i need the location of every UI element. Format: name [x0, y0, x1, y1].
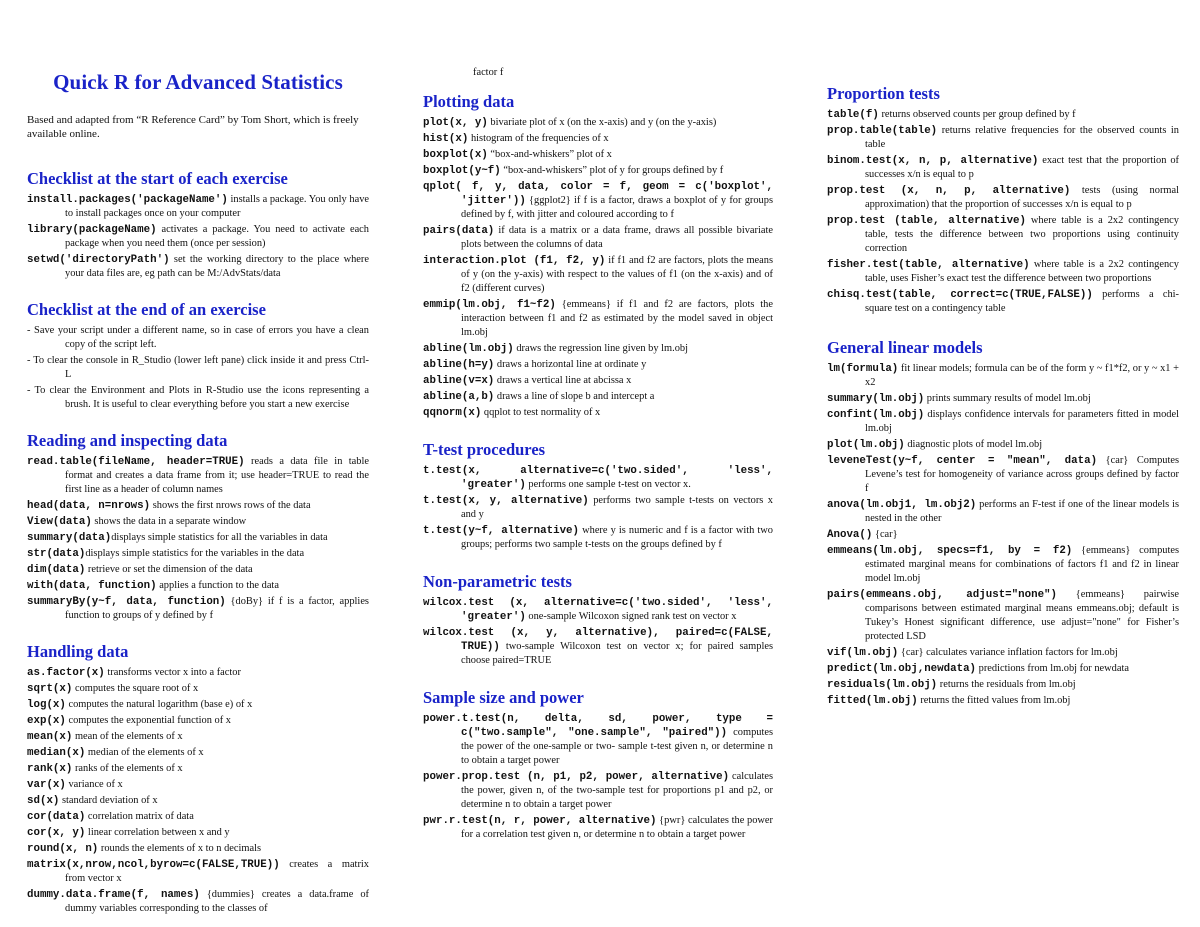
- continuation-text: factor f: [473, 67, 504, 78]
- entry-description: returns observed counts per group defined by f: [878, 109, 1076, 120]
- entry-description: computes the natural logarithm (base e) of x: [65, 699, 253, 710]
- entry-description: {dummies} creates a data.frame of dummy variables corresponding to the classes of: [65, 889, 370, 914]
- reference-entry: [423, 180, 773, 222]
- entry-code: qqnorm(x): [423, 407, 482, 419]
- reference-entry: [27, 842, 369, 856]
- entry-description: performs one sample t-test on vector x.: [525, 479, 691, 490]
- entry-description: prints summary results of model lm.obj: [924, 393, 1091, 404]
- entry-description: {car}: [872, 529, 898, 540]
- reference-entry: [423, 148, 773, 162]
- entry-code: hist(x): [423, 133, 469, 145]
- entry-code: View(data): [27, 516, 92, 528]
- entry-code: head(data, n=nrows): [27, 500, 151, 512]
- entry-description: rounds the elements of x to n decimals: [98, 843, 262, 854]
- reference-entry: [827, 438, 1179, 452]
- reference-entry: [27, 515, 369, 529]
- entry-code: interaction.plot (f1, f2, y): [423, 255, 606, 267]
- entry-code: summary(data): [27, 532, 112, 544]
- entry-code: plot(x, y): [423, 117, 488, 129]
- section-heading: Proportion tests: [827, 84, 940, 103]
- entry-description: {pwr} calculates the power for a correlation test given n, or determine n to obtain a target power: [461, 815, 773, 840]
- reference-entry: [423, 524, 773, 552]
- reference-entry: [827, 154, 1179, 182]
- reference-entry: [27, 324, 369, 352]
- entry-description: where table is a 2x2 contingency table, uses Fisher’s exact test the difference between two proportions: [865, 259, 1179, 284]
- entry-code: plot(lm.obj): [827, 439, 905, 451]
- entry-code: wilcox.test (x, y, alternative), paired=c(FALSE, TRUE)): [423, 627, 773, 653]
- entry-description: one-sample Wilcoxon signed rank test on vector x: [525, 611, 737, 622]
- section-heading: Checklist at the start of each exercise: [27, 169, 288, 188]
- entry-description: exact test that the proportion of successes x/n is equal to p: [865, 155, 1179, 180]
- entry-description: displays confidence intervals for parameters fitted in model lm.obj: [865, 409, 1179, 434]
- entry-description: predictions from lm.obj for newdata: [976, 663, 1129, 674]
- section-gap: [27, 625, 369, 642]
- reference-entry: [27, 730, 369, 744]
- entry-code: predict(lm.obj,newdata): [827, 663, 977, 675]
- reference-entry: [27, 563, 369, 577]
- section-gap: [423, 670, 773, 688]
- reference-entry: [27, 193, 369, 221]
- entry-code: as.factor(x): [27, 667, 105, 679]
- reference-entry: [827, 498, 1179, 526]
- reference-entry: [423, 712, 773, 768]
- reference-entry: [827, 408, 1179, 436]
- entry-description: {car} Computes Levene’s test for homogeneity of variance across groups defined by factor f: [865, 455, 1179, 494]
- entry-description: - To clear the console in R_Studio (lower left pane) click inside it and press Ctrl-L: [27, 355, 369, 380]
- entry-description: diagnostic plots of model lm.obj: [904, 439, 1043, 450]
- entry-code: anova(lm.obj1, lm.obj2): [827, 499, 977, 511]
- entry-code: var(x): [27, 779, 66, 791]
- entry-description: - To clear the Environment and Plots in R-Studio use the icons representing a brush. It is useful to clear everything before you start a new exercise: [27, 385, 369, 410]
- section-gap: [423, 554, 773, 572]
- entry-code: pwr.r.test(n, r, power, alternative): [423, 815, 657, 827]
- entry-code: boxplot(x): [423, 149, 488, 161]
- reference-entry: [27, 746, 369, 760]
- entry-description: {emmeans} pairwise comparisons between estimated marginal means emmeans.obj; default is Tukey’s Honest significant difference, use adjust="none" for Fisher’s protected LSD: [865, 589, 1179, 642]
- entry-description: returns the residuals from lm.obj: [937, 679, 1076, 690]
- entry-description: {emmeans} computes estimated marginal means for combinations of factors f1 and f2 in linear model lm.obj: [865, 545, 1180, 584]
- reference-entry: [827, 108, 1179, 122]
- reference-entry: [423, 132, 773, 146]
- reference-entry: [27, 698, 369, 712]
- reference-entry: [827, 544, 1179, 586]
- entry-code: t.test(x, alternative=c('two.sided', 'less', 'greater'): [423, 465, 773, 491]
- reference-entry: [423, 494, 773, 522]
- entry-code: pairs(data): [423, 225, 495, 237]
- entry-code: abline(a,b): [423, 391, 495, 403]
- entry-code: leveneTest(y~f, center = "mean", data): [827, 455, 1098, 467]
- entry-description: draws the regression line given by lm.obj: [513, 343, 689, 354]
- reference-entry: [27, 826, 369, 840]
- reference-entry: [27, 778, 369, 792]
- reference-entry: [27, 762, 369, 776]
- reference-entry: [423, 374, 773, 388]
- reference-entry: [27, 595, 369, 623]
- section-heading: Reading and inspecting data: [27, 431, 228, 450]
- entry-code: t.test(y~f, alternative): [423, 525, 580, 537]
- reference-entry: [423, 390, 773, 404]
- column-middle: [423, 0, 773, 844]
- entry-code: read.table(fileName, header=TRUE): [27, 456, 245, 468]
- reference-entry: [827, 184, 1179, 212]
- entry-description: correlation matrix of data: [85, 811, 194, 822]
- entry-description: {car} calculates variance inflation factors for lm.obj: [898, 647, 1118, 658]
- entry-description: set the working directory to the place where your data files are, eg path can be M:/AdvStats/data: [65, 254, 369, 279]
- reference-entry: [827, 214, 1179, 256]
- sections: [27, 169, 369, 916]
- reference-entry: [27, 682, 369, 696]
- entry-description: displays simple statistics for all the variables in data: [111, 532, 328, 543]
- entry-code: with(data, function): [27, 580, 157, 592]
- reference-entry: [827, 588, 1179, 644]
- entry-description: bivariate plot of x (on the x-axis) and y (on the y-axis): [487, 117, 717, 128]
- entry-description: shows the first nrows rows of the data: [150, 500, 311, 511]
- reference-entry: [27, 810, 369, 824]
- entry-code: boxplot(y~f): [423, 165, 501, 177]
- reference-entry: [827, 392, 1179, 406]
- entry-description: reads a data file in table format and creates a data frame from it; use header=TRUE to read the first line as a header of column names: [65, 456, 369, 495]
- entry-description: creates a matrix from vector x: [65, 859, 369, 884]
- entry-description: {doBy} if f is a factor, applies function to groups of y defined by f: [65, 596, 369, 621]
- entry-code: dim(data): [27, 564, 86, 576]
- entry-code: power.t.test(n, delta, sd, power, type = c("two.sample", "one.sample", "paired")): [423, 713, 773, 739]
- entry-code: mean(x): [27, 731, 73, 743]
- reference-entry: [27, 888, 369, 916]
- entry-code: install.packages('packageName'): [27, 194, 228, 206]
- entry-code: fisher.test(table, alternative): [827, 259, 1030, 271]
- entry-code: summary(lm.obj): [827, 393, 925, 405]
- entry-description: shows the data in a separate window: [91, 516, 247, 527]
- entry-code: abline(lm.obj): [423, 343, 514, 355]
- entry-code: matrix(x,nrow,ncol,byrow=c(FALSE,TRUE)): [27, 859, 280, 871]
- entry-description: performs two sample t-tests on vectors x and y: [461, 495, 773, 520]
- reference-entry: [423, 406, 773, 420]
- entry-code: log(x): [27, 699, 66, 711]
- entry-description: variance of x: [65, 779, 123, 790]
- entry-code: power.prop.test (n, p1, p2, power, alternative): [423, 771, 730, 783]
- reference-entry: [423, 298, 773, 340]
- entry-description: - Save your script under a different name, so in case of errors you have a clean copy of the script left.: [27, 325, 369, 350]
- entry-description: installs a package. You only have to install packages once on your computer: [65, 194, 369, 219]
- entry-code: summaryBy(y~f, data, function): [27, 596, 226, 608]
- entry-code: abline(h=y): [423, 359, 495, 371]
- section-gap: [827, 318, 1179, 338]
- section-heading: T-test procedures: [423, 440, 546, 459]
- section-heading: Handling data: [27, 642, 129, 661]
- entry-description: draws a vertical line at abcissa x: [494, 375, 632, 386]
- entry-code: pairs(emmeans.obj, adjust="none"): [827, 589, 1058, 601]
- reference-entry: [27, 354, 369, 382]
- reference-entry: [423, 224, 773, 252]
- reference-entry: [27, 384, 369, 412]
- entry-code: table(f): [827, 109, 879, 121]
- intro-text: Based and adapted from “R Reference Card” by Tom Short, which is freely available online.: [27, 114, 359, 140]
- entry-code: str(data): [27, 548, 86, 560]
- entry-code: prop.test (table, alternative): [827, 215, 1027, 227]
- entry-code: cor(x, y): [27, 827, 86, 839]
- reference-entry: [827, 694, 1179, 708]
- reference-entry: [827, 362, 1179, 390]
- entry-code: cor(data): [27, 811, 86, 823]
- entry-code: chisq.test(table, correct=c(TRUE,FALSE)): [827, 289, 1093, 301]
- reference-entry: [827, 662, 1179, 676]
- entry-code: round(x, n): [27, 843, 99, 855]
- entry-description: where y is numeric and f is a factor with two groups; performs two sample t-tests on the groups defined by f: [461, 525, 773, 550]
- entry-description: displays simple statistics for the variables in the data: [85, 548, 305, 559]
- reference-entry: [423, 358, 773, 372]
- section-heading: Sample size and power: [423, 688, 584, 707]
- reference-entry: [827, 288, 1179, 316]
- entry-description: qqplot to test normality of x: [481, 407, 601, 418]
- reference-entry: [423, 164, 773, 178]
- section-heading: Plotting data: [423, 92, 515, 111]
- section-heading: Checklist at the end of an exercise: [27, 300, 266, 319]
- entry-code: median(x): [27, 747, 86, 759]
- section-heading: Non-parametric tests: [423, 572, 572, 591]
- reference-entry: [827, 528, 1179, 542]
- entry-description: tests (using normal approximation) that the proportion of successes x/n is equal to p: [865, 185, 1179, 210]
- section-gap: [27, 283, 369, 300]
- entry-description: mean of the elements of x: [72, 731, 183, 742]
- entry-code: residuals(lm.obj): [827, 679, 938, 691]
- reference-entry: [27, 499, 369, 513]
- entry-code: abline(v=x): [423, 375, 495, 387]
- entry-description: returns the fitted values from lm.obj: [917, 695, 1071, 706]
- entry-description: fit linear models; formula can be of the form y ~ f1*f2, or y ~ x1 + x2: [865, 363, 1179, 388]
- entry-code: prop.test (x, n, p, alternative): [827, 185, 1071, 197]
- reference-entry: [27, 455, 369, 497]
- entry-code: library(packageName): [27, 224, 157, 236]
- entry-description: performs an F-test if one of the linear models is nested in the other: [865, 499, 1179, 524]
- entry-code: prop.table(table): [827, 125, 938, 137]
- entry-description: applies a function to the data: [156, 580, 279, 591]
- reference-entry: [27, 531, 369, 545]
- column-right: [827, 0, 1179, 710]
- reference-entry: [27, 714, 369, 728]
- reference-entry: [423, 814, 773, 842]
- reference-entry: [27, 579, 369, 593]
- reference-entry: [423, 626, 773, 668]
- entry-description: activates a package. You need to activate each package when you need them (once per session): [65, 224, 369, 249]
- entry-description: retrieve or set the dimension of the data: [85, 564, 253, 575]
- entry-description: histogram of the frequencies of x: [468, 133, 609, 144]
- reference-entry: [827, 678, 1179, 692]
- entry-description: ranks of the elements of x: [72, 763, 183, 774]
- sections: [827, 84, 1179, 708]
- reference-entry: [423, 342, 773, 356]
- reference-entry: [27, 858, 369, 886]
- entry-code: binom.test(x, n, p, alternative): [827, 155, 1039, 167]
- entry-description: computes the exponential function of x: [65, 715, 231, 726]
- entry-code: Anova(): [827, 529, 873, 541]
- entry-description: {emmeans} if f1 and f2 are factors, plots the interaction between f1 and f2 as estimated by the model saved in object lm.obj: [461, 299, 773, 338]
- entry-description: {ggplot2} if f is a factor, draws a boxplot of y for groups defined by f, with jitter and coloured according to f: [461, 195, 773, 220]
- reference-entry: [423, 116, 773, 130]
- entry-code: sd(x): [27, 795, 60, 807]
- entry-code: exp(x): [27, 715, 66, 727]
- section-gap: [27, 414, 369, 431]
- entry-description: if f1 and f2 are factors, plots the means of y (on the y-axis) with respect to the values of f1 (on the x-axis) and of f2 (different curves): [461, 255, 773, 294]
- reference-entry: [27, 223, 369, 251]
- top-spacer: [827, 0, 1179, 84]
- page-title: Quick R for Advanced Statistics: [53, 70, 343, 94]
- entry-code: t.test(x, y, alternative): [423, 495, 589, 507]
- reference-entry: [827, 646, 1179, 660]
- reference-entry: [423, 770, 773, 812]
- entry-description: calculates the power, given n, of the two-sample test for proportions p1 and p2, or determine n to obtain a target power: [461, 771, 773, 810]
- entry-code: setwd('directoryPath'): [27, 254, 170, 266]
- entry-code: emmeans(lm.obj, specs=f1, by = f2): [827, 545, 1073, 557]
- entry-description: if data is a matrix or a data frame, draws all possible bivariate plots between the columns of data: [461, 225, 773, 250]
- entry-description: “box-and-whiskers” plot of y for groups defined by f: [500, 165, 724, 176]
- column-left: [27, 0, 369, 918]
- reference-entry: [827, 258, 1179, 286]
- entry-description: returns relative frequencies for the observed counts in table: [865, 125, 1179, 150]
- entry-code: lm(formula): [827, 363, 899, 375]
- entry-description: transforms vector x into a factor: [104, 667, 241, 678]
- entry-description: performs a chi-square test on a contingency table: [865, 289, 1179, 314]
- entry-code: sqrt(x): [27, 683, 73, 695]
- reference-entry: [423, 254, 773, 296]
- reference-entry: [827, 454, 1179, 496]
- entry-description: linear correlation between x and y: [85, 827, 230, 838]
- reference-entry: [827, 124, 1179, 152]
- entry-description: computes the square root of x: [72, 683, 199, 694]
- sections: [423, 92, 773, 842]
- section-gap: [423, 422, 773, 440]
- entry-description: computes the power of the one-sample or two- sample t-test given n, or determine n to obtain a target power: [461, 727, 773, 766]
- reference-entry: [27, 547, 369, 561]
- entry-description: standard deviation of x: [59, 795, 158, 806]
- reference-entry: [27, 666, 369, 680]
- entry-description: where table is a 2x2 contingency table, tests the difference between two proportions using continuity correction: [865, 215, 1179, 254]
- entry-code: dummy.data.frame(f, names): [27, 889, 200, 901]
- reference-entry: [423, 596, 773, 624]
- section-heading: General linear models: [827, 338, 983, 357]
- entry-code: wilcox.test (x, alternative=c('two.sided', 'less', 'greater'): [423, 597, 773, 623]
- entry-code: qplot( f, y, data, color = f, geom = c('boxplot', 'jitter')): [423, 181, 773, 207]
- entry-description: draws a line of slope b and intercept a: [494, 391, 655, 402]
- entry-description: draws a horizontal line at ordinate y: [494, 359, 647, 370]
- entry-description: “box-and-whiskers” plot of x: [487, 149, 612, 160]
- entry-code: vif(lm.obj): [827, 647, 899, 659]
- entry-code: rank(x): [27, 763, 73, 775]
- entry-code: confint(lm.obj): [827, 409, 925, 421]
- reference-entry: [27, 794, 369, 808]
- reference-entry: [423, 464, 773, 492]
- entry-code: fitted(lm.obj): [827, 695, 918, 707]
- reference-entry: [27, 253, 369, 281]
- entry-description: median of the elements of x: [85, 747, 204, 758]
- entry-code: emmip(lm.obj, f1~f2): [423, 299, 556, 311]
- entry-description: two-sample Wilcoxon test on vector x; for paired samples choose paired=TRUE: [461, 641, 773, 666]
